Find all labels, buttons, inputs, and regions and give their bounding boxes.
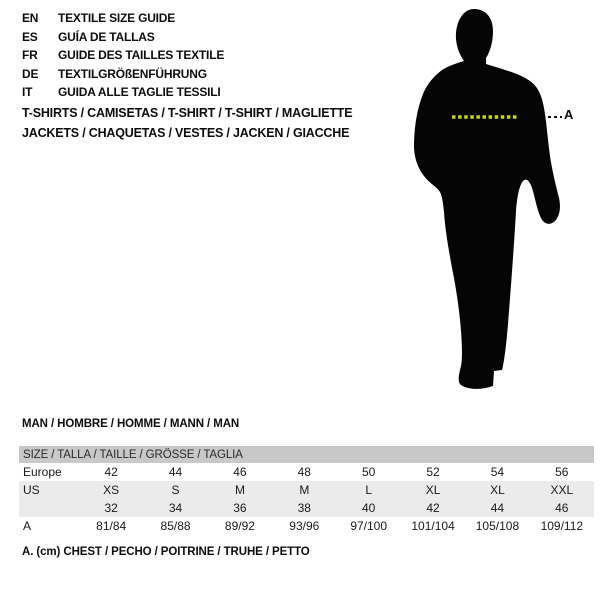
size-cell: 44	[168, 465, 183, 479]
size-cell: 85/88	[160, 519, 191, 533]
language-title: TEXTILGRÖßENFÜHRUNG	[58, 66, 207, 81]
row-label: A	[23, 519, 32, 533]
language-code: ES	[22, 29, 38, 44]
size-cell: 52	[426, 465, 440, 479]
size-cell: XL	[425, 483, 441, 497]
language-title: TEXTILE SIZE GUIDE	[58, 11, 176, 26]
man-silhouette-figure	[390, 6, 590, 398]
size-cell: 44	[490, 501, 505, 515]
row-label	[19, 499, 79, 517]
man-silhouette-shape	[414, 9, 560, 389]
size-cell: 42	[426, 501, 440, 515]
size-table-header-row	[19, 446, 594, 463]
size-cell: 105/108	[475, 519, 520, 533]
size-cell: 56	[555, 465, 569, 479]
category-jackets: JACKETS / CHAQUETAS / VESTES / JACKEN / GIACCHE	[22, 126, 350, 140]
size-cell: 109/112	[540, 519, 584, 533]
language-row-es	[22, 28, 224, 47]
size-cell: 46	[555, 501, 569, 515]
size-cell: 50	[362, 465, 376, 479]
size-cell: 101/104	[411, 519, 455, 533]
size-cell: M	[234, 483, 245, 497]
language-code: IT	[22, 85, 33, 100]
table-row-us	[19, 481, 594, 499]
size-cell: M	[299, 483, 310, 497]
category-block	[22, 103, 352, 143]
category-tshirts: T-SHIRTS / CAMISETAS / T-SHIRT / T-SHIRT / MAGLIETTE	[22, 106, 353, 120]
table-row-chest-cm	[19, 517, 594, 535]
size-cell: 32	[104, 501, 118, 515]
language-list	[22, 9, 224, 102]
size-cell: 97/100	[350, 519, 388, 533]
size-cell: 89/92	[224, 519, 255, 533]
man-silhouette-icon	[390, 6, 575, 398]
size-cell: S	[171, 483, 180, 497]
language-row-it	[22, 83, 224, 102]
language-title: GUÍA DE TALLAS	[58, 29, 155, 44]
language-code: DE	[22, 66, 39, 81]
size-cell: 54	[490, 465, 505, 479]
row-label: US	[23, 483, 40, 497]
language-code: FR	[22, 48, 38, 63]
size-table-header: SIZE / TALLA / TAILLE / GRÖSSE / TAGLIA	[23, 448, 243, 461]
language-row-fr	[22, 46, 224, 65]
language-code: EN	[22, 11, 39, 26]
size-cell: 81/84	[96, 519, 127, 533]
table-row-us-numeric	[19, 499, 594, 517]
language-row-en	[22, 9, 224, 28]
section-heading: MAN / HOMBRE / HOMME / MANN / MAN	[22, 418, 240, 430]
size-cell: 93/96	[289, 519, 320, 533]
size-table	[19, 446, 594, 535]
language-title: GUIDE DES TAILLES TEXTILE	[58, 48, 225, 63]
size-cell: XS	[103, 483, 120, 497]
measure-label-a: A	[564, 107, 574, 122]
size-cell: XL	[490, 483, 505, 497]
measurement-footnote: A. (cm) CHEST / PECHO / POITRINE / TRUHE / PETTO	[22, 546, 310, 558]
size-cell: 46	[233, 465, 247, 479]
language-title: GUIDA ALLE TAGLIE TESSILI	[58, 85, 221, 100]
size-cell: L	[365, 483, 373, 497]
size-cell: 42	[104, 465, 118, 479]
row-label: Europe	[23, 465, 62, 479]
size-cell: 34	[168, 501, 183, 515]
language-row-de	[22, 65, 224, 84]
size-cell: XXL	[550, 483, 574, 497]
size-cell: 38	[297, 501, 311, 515]
size-cell: 40	[362, 501, 376, 515]
size-cell: 36	[233, 501, 247, 515]
table-row-europe	[19, 463, 594, 481]
size-cell: 48	[297, 465, 311, 479]
